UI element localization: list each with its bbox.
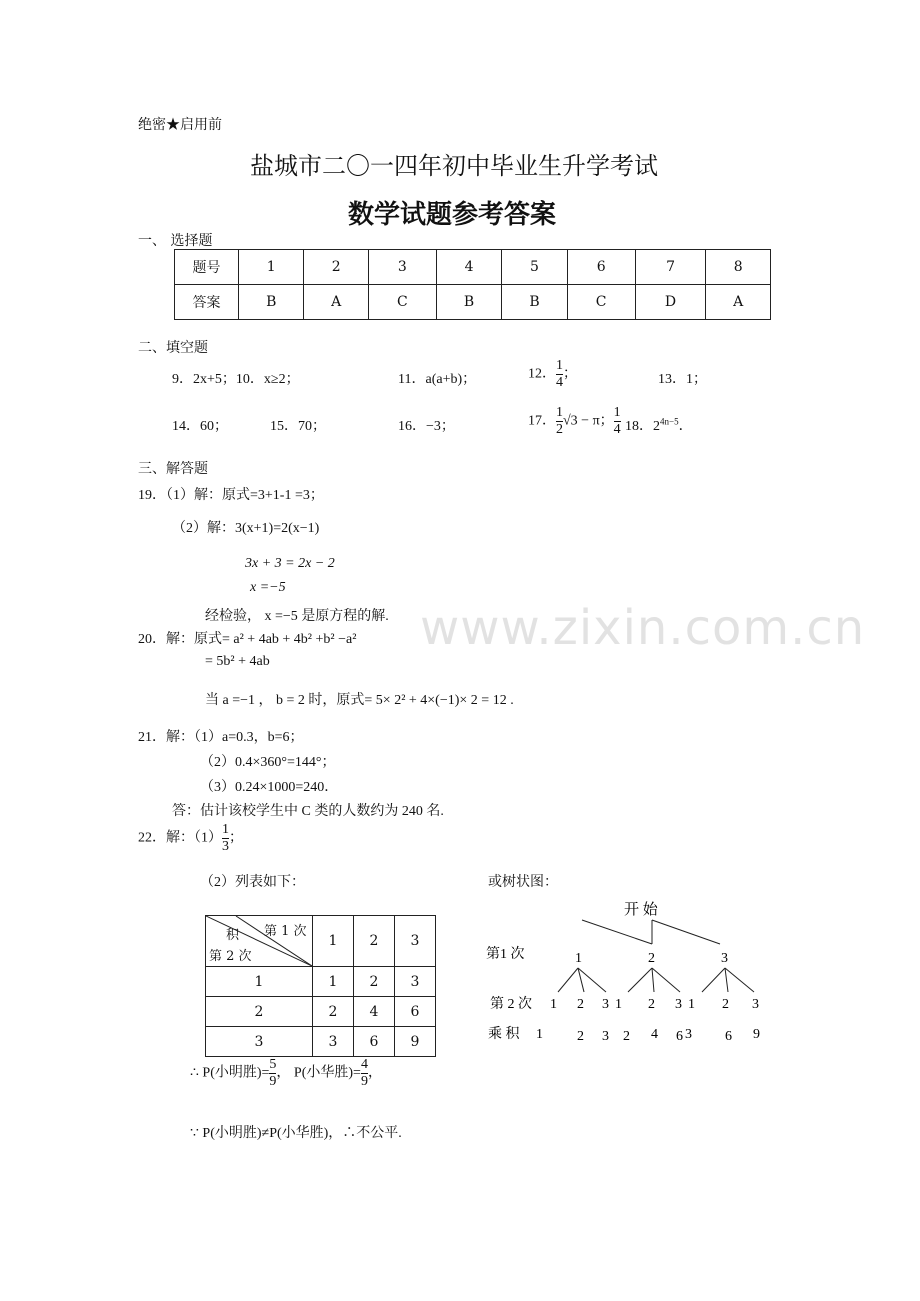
- answer-q18-exponent: 4n−5: [660, 416, 679, 427]
- answer-q21-2: （2）0.4×360°=144°；: [200, 755, 336, 770]
- table-row-header: 2: [206, 997, 313, 1027]
- tree-node: 3: [721, 951, 728, 966]
- answer-q18: [625, 415, 693, 435]
- table-cell: 3: [313, 1027, 354, 1057]
- secret-label: 绝密★启用前: [138, 117, 222, 133]
- answer-q21-3: （3）0.24×1000=240．: [200, 780, 339, 795]
- tree-node: 3: [602, 997, 609, 1012]
- table-cell: C: [567, 285, 635, 320]
- answer-q18-base: 18．2: [625, 419, 660, 434]
- fraction: [556, 405, 563, 438]
- table-cell: 4: [436, 250, 501, 285]
- tree-node: 1: [575, 951, 582, 966]
- table-cell: 4: [354, 997, 395, 1027]
- product-table: [205, 915, 436, 1057]
- answer-q19-3: 3x + 3 = 2x − 2: [245, 556, 335, 571]
- tree-start-label: 开 始: [624, 902, 658, 918]
- answer-q19-5: 经检验， x =−5 是原方程的解.: [205, 609, 389, 624]
- answer-q12-prefix: 12．: [528, 366, 556, 382]
- tree-node: 2: [648, 951, 655, 966]
- table-row: [175, 250, 771, 285]
- fraction-numerator: 1: [222, 822, 229, 837]
- probability-prefix: ∴ P(小明胜)=: [190, 1065, 270, 1081]
- answer-q17-middle: √3 − π；: [563, 413, 614, 429]
- fraction: [556, 358, 563, 391]
- table-cell: 2: [354, 967, 395, 997]
- answer-q12: 12． $\frac{1}{4}$ ；: [528, 358, 577, 390]
- tree-product: 2: [577, 1029, 584, 1044]
- answer-q20-2: = 5b² + 4ab: [205, 654, 270, 669]
- table-header-cell: 答案: [175, 285, 239, 320]
- answer-q16: 16．−3；: [398, 419, 455, 434]
- answer-q20-3: 当 a =−1 ， b = 2 时，原式= 5× 2² + 4×(−1)× 2 = 12 .: [205, 693, 514, 708]
- answer-q19-2: （2）解：3(x+1)=2(x−1): [172, 521, 320, 536]
- answer-q21-1: 21．解：（1）a=0.3，b=6；: [138, 730, 304, 745]
- fraction: [614, 405, 621, 438]
- tree-product: 3: [685, 1027, 692, 1042]
- tree-product: 4: [651, 1027, 658, 1042]
- fraction-numerator: 1: [556, 358, 563, 373]
- tree-product-label: 乘 积: [488, 1027, 520, 1042]
- answer-q15: 15．70；: [270, 419, 326, 434]
- table-header-cell: 3: [395, 916, 436, 967]
- fraction-numerator: 4: [360, 1057, 368, 1072]
- tree-product: 6: [725, 1029, 732, 1044]
- tree-level1-label: 第1 次: [486, 947, 525, 962]
- choice-answer-table: [174, 249, 771, 320]
- corner-label-product: 积: [226, 928, 240, 943]
- table-header-cell: 1: [313, 916, 354, 967]
- table-cell: A: [706, 285, 771, 320]
- table-cell: 3: [368, 250, 436, 285]
- answer-q22-2: （2）列表如下：: [200, 875, 305, 890]
- table-cell: D: [635, 285, 706, 320]
- tree-product: 1: [536, 1027, 543, 1042]
- answer-q22-1: 22．解：（1） $\frac{1}{3}$ ；: [138, 822, 243, 854]
- fraction-denominator: 4: [613, 422, 621, 437]
- answer-q13: 13．1；: [658, 372, 707, 387]
- table-cell: 3: [395, 967, 436, 997]
- tree-caption: 或树状图：: [488, 875, 558, 890]
- answer-q17-prefix: 17．: [528, 413, 556, 429]
- tree-product: 6: [676, 1029, 683, 1044]
- section1-label: 一、 选择题: [138, 233, 213, 249]
- table-row: [206, 916, 436, 967]
- table-row: [175, 285, 771, 320]
- answer-q11: 11．a(a+b)；: [398, 372, 477, 387]
- table-header-cell: 题号: [175, 250, 239, 285]
- exam-subtitle: 数学试题参考答案: [348, 200, 557, 230]
- answer-q20-1: 20．解：原式= a² + 4ab + 4b² +b² −a²: [138, 632, 357, 647]
- table-cell: 2: [313, 997, 354, 1027]
- corner-label-first: 第 1 次: [264, 924, 307, 939]
- table-cell: 1: [239, 250, 304, 285]
- table-cell: B: [436, 285, 501, 320]
- watermark-text: www.zixin.com.cn: [420, 600, 866, 656]
- section2-label: 二、填空题: [138, 340, 208, 356]
- conclusion-line: ∵ P(小明胜)≠P(小华胜)，∴不公平.: [190, 1126, 402, 1141]
- tree-node: 3: [752, 997, 759, 1012]
- corner-label-second: 第 2 次: [209, 949, 252, 964]
- fraction-numerator: 1: [613, 405, 621, 420]
- answer-q22-prefix: 22．解：（1）: [138, 830, 222, 846]
- tree-product: 9: [753, 1027, 760, 1042]
- table-cell: 6: [354, 1027, 395, 1057]
- table-row: [206, 967, 436, 997]
- table-cell: 2: [304, 250, 368, 285]
- answer-q19-1: 19．（1）解：原式=3+1-1 =3；: [138, 488, 324, 503]
- table-cell: 8: [706, 250, 771, 285]
- tree-product: 2: [623, 1029, 630, 1044]
- fraction-denominator: 3: [222, 839, 229, 854]
- fraction: [361, 1057, 368, 1090]
- probability-middle: ， P(小华胜)=: [276, 1065, 361, 1081]
- probability-tree-diagram: [480, 890, 780, 1050]
- tree-node: 2: [648, 997, 655, 1012]
- table-cell: 9: [395, 1027, 436, 1057]
- tree-node: 1: [688, 997, 695, 1012]
- fraction-numerator: 5: [269, 1057, 277, 1072]
- probability-line: [190, 1057, 382, 1090]
- exam-title: 盐城市二〇一四年初中毕业生升学考试: [250, 152, 658, 180]
- section3-label: 三、解答题: [138, 461, 208, 477]
- table-row-header: 1: [206, 967, 313, 997]
- table-cell: 7: [635, 250, 706, 285]
- fraction-denominator: 2: [556, 422, 563, 437]
- answer-q21-4: 答：估计该校学生中 C 类的人数约为 240 名.: [172, 804, 444, 819]
- tree-product: 3: [602, 1029, 609, 1044]
- table-row: [206, 1027, 436, 1057]
- fraction-numerator: 1: [556, 405, 563, 420]
- table-row-header: 3: [206, 1027, 313, 1057]
- answer-q19-4: x =−5: [250, 580, 286, 595]
- probability-end: ，: [367, 1065, 382, 1081]
- table-cell: 5: [502, 250, 567, 285]
- table-cell: 1: [313, 967, 354, 997]
- table-cell: 6: [395, 997, 436, 1027]
- table-cell: C: [368, 285, 436, 320]
- table-corner-cell: [206, 916, 313, 967]
- table-cell: A: [304, 285, 368, 320]
- table-cell: 6: [567, 250, 635, 285]
- tree-node: 3: [675, 997, 682, 1012]
- table-cell: B: [502, 285, 567, 320]
- fraction: [222, 822, 229, 855]
- fraction-denominator: 9: [269, 1074, 277, 1089]
- tree-node: 1: [615, 997, 622, 1012]
- fraction-denominator: 4: [556, 375, 563, 390]
- table-row: [206, 997, 436, 1027]
- answer-q9-q10: 9．2x+5；10．x≥2；: [172, 372, 300, 387]
- tree-node: 2: [577, 997, 584, 1012]
- answer-q17: [528, 405, 621, 438]
- tree-node: 1: [550, 997, 557, 1012]
- answer-q14: 14．60；: [172, 419, 228, 434]
- tree-level2-label: 第 2 次: [490, 997, 532, 1012]
- tree-node: 2: [722, 997, 729, 1012]
- answer-q18-end: ．: [678, 419, 693, 434]
- table-cell: B: [239, 285, 304, 320]
- table-header-cell: 2: [354, 916, 395, 967]
- fraction-denominator: 9: [360, 1074, 368, 1089]
